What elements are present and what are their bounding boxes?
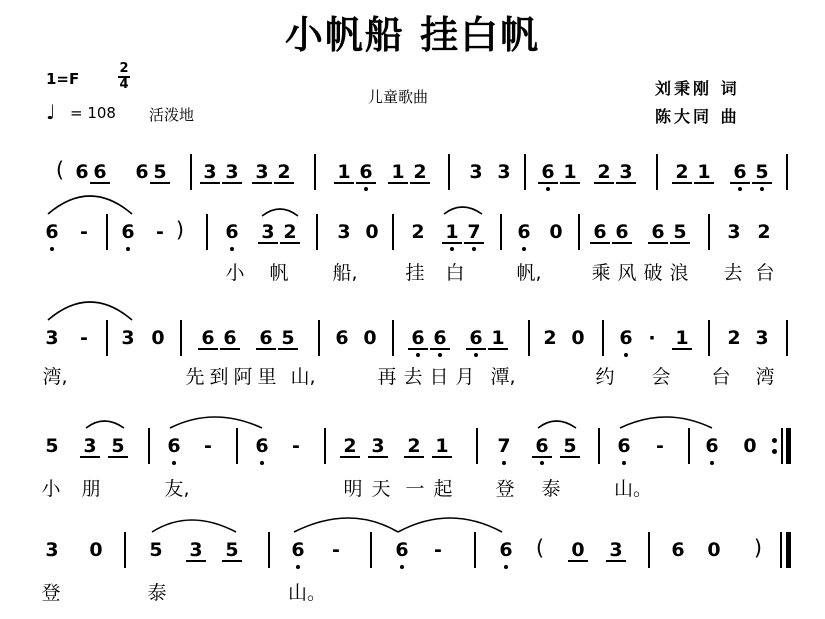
dash: - xyxy=(80,327,88,349)
note: 6 xyxy=(614,436,634,456)
note: 6 xyxy=(288,540,308,560)
note: 5 xyxy=(45,435,59,457)
lyric: 风 xyxy=(617,262,637,284)
close-paren: ) xyxy=(175,218,185,242)
note: 6 xyxy=(42,222,62,242)
lyric: 到 xyxy=(209,366,229,388)
lyric: 去 xyxy=(723,262,743,284)
dash: - xyxy=(204,435,212,457)
note: 3 xyxy=(200,162,220,184)
note: 2 xyxy=(757,221,771,243)
lyric: 里 xyxy=(257,366,277,388)
genre-label: 儿童歌曲 xyxy=(368,88,429,106)
tie-arc xyxy=(294,518,398,532)
lyric: 泰 xyxy=(541,478,561,500)
note: 6 xyxy=(671,539,685,561)
note: 6 xyxy=(466,328,486,350)
lyric: 潭, xyxy=(490,366,516,388)
lyric: 起 xyxy=(433,478,453,500)
note: 1 xyxy=(388,162,408,184)
augmentation-dot: · xyxy=(648,327,656,349)
note: 3 xyxy=(755,327,769,349)
slur-arc xyxy=(444,207,482,214)
note: 6 xyxy=(590,222,610,244)
note: 5 xyxy=(278,328,298,350)
open-paren: ( xyxy=(55,158,65,182)
page-title: 小帆船 挂白帆 xyxy=(284,13,541,57)
note: 6 xyxy=(256,328,276,350)
note: 2 xyxy=(280,222,300,244)
lyric: 台 xyxy=(711,366,731,388)
note: 3 xyxy=(186,540,206,562)
note: 2 xyxy=(727,327,741,349)
lyric: 台 xyxy=(755,262,775,284)
lyricist-credit: 刘秉刚 词 xyxy=(655,79,740,98)
lyric: 登 xyxy=(41,582,61,604)
lyric: 乘 xyxy=(591,262,611,284)
note: 3 xyxy=(606,540,626,562)
note: 0 xyxy=(365,221,379,243)
note: 6 xyxy=(648,222,668,244)
note: 2 xyxy=(410,162,430,184)
dash: - xyxy=(656,435,664,457)
note: 2 xyxy=(672,162,692,184)
note: 3 xyxy=(469,161,483,183)
note: 1 xyxy=(432,436,452,458)
note: 6 xyxy=(430,328,450,350)
lyric: 白 xyxy=(445,262,465,284)
lyric: 浪 xyxy=(669,262,689,284)
lyric: 小 xyxy=(41,478,61,500)
note: 6 xyxy=(538,162,558,184)
note: 0 xyxy=(89,539,103,561)
note: 6 xyxy=(532,436,552,458)
note: 2 xyxy=(411,221,425,243)
note: 7 xyxy=(494,436,514,456)
note: 5 xyxy=(560,436,580,458)
note: 7 xyxy=(464,222,484,244)
slur-arc xyxy=(538,421,576,428)
dash: - xyxy=(332,539,340,561)
note: 6 xyxy=(408,328,428,350)
lyric: 阿 xyxy=(233,366,253,388)
note: 3 xyxy=(497,161,511,183)
note: 1 xyxy=(560,162,580,184)
note: 2 xyxy=(543,327,557,349)
note: 1 xyxy=(488,328,508,350)
note: 6 xyxy=(198,328,218,350)
lyric: 挂 xyxy=(405,262,425,284)
note: 1 xyxy=(672,328,692,350)
note: 3 xyxy=(252,162,272,184)
lyric: 约 xyxy=(595,366,615,388)
note: 3 xyxy=(368,436,388,458)
lyric: 小 xyxy=(225,262,245,284)
lyric: 破 xyxy=(643,262,663,284)
dash: - xyxy=(434,539,442,561)
tempo-value: = 108 xyxy=(70,104,116,122)
note: 1 xyxy=(442,222,462,244)
lyric: 朋 xyxy=(81,478,101,500)
dash: - xyxy=(156,221,164,243)
note: 6 xyxy=(222,222,242,242)
note: 6 xyxy=(335,327,349,349)
note: 3 xyxy=(727,221,741,243)
note: 0 xyxy=(151,327,165,349)
note: 6 xyxy=(220,328,240,350)
note: 5 xyxy=(222,540,242,562)
note: 6 xyxy=(612,222,632,244)
lyric: 帆 xyxy=(269,262,289,284)
dash: - xyxy=(292,435,300,457)
lyric: 一 xyxy=(405,478,425,500)
note: 3 xyxy=(45,327,59,349)
tie-arc xyxy=(620,417,712,428)
slur-arc xyxy=(86,421,124,428)
note: 5 xyxy=(752,162,772,184)
note: 6 xyxy=(356,162,376,184)
lyric: 月 xyxy=(455,366,475,388)
slur-arc xyxy=(262,209,298,216)
note: 2 xyxy=(404,436,424,458)
lyric: 去 xyxy=(403,366,423,388)
tie-arc xyxy=(170,417,262,428)
note: 5 xyxy=(149,539,163,561)
note: 0 xyxy=(571,327,585,349)
note: 1 xyxy=(334,162,354,184)
lyric: 山, xyxy=(290,366,316,388)
note: 2 xyxy=(274,162,294,184)
note: 5 xyxy=(108,436,128,458)
lyric: 帆, xyxy=(516,262,542,284)
note: 0 xyxy=(363,327,377,349)
lyric: 湾, xyxy=(42,366,68,388)
quarter-note-icon: ♩ xyxy=(46,100,56,124)
composer-credit: 陈大同 曲 xyxy=(655,107,740,126)
key-signature: 1=F xyxy=(46,70,80,88)
note: 3 xyxy=(258,222,278,244)
tempo-expression: 活泼地 xyxy=(149,106,195,124)
lyric: 明 xyxy=(343,478,363,500)
tie-arc xyxy=(398,518,502,532)
note: 0 xyxy=(707,539,721,561)
lyric: 友, xyxy=(164,478,190,500)
note: 0 xyxy=(743,435,757,457)
note: 3 xyxy=(121,327,135,349)
note: 0 xyxy=(549,221,563,243)
lyric: 船, xyxy=(332,262,358,284)
note: 3 xyxy=(80,436,100,458)
note: 2 xyxy=(594,162,614,184)
note: 3 xyxy=(616,162,636,184)
lyric: 山。 xyxy=(614,478,653,500)
lyric: 会 xyxy=(651,366,671,388)
note: 0 xyxy=(568,540,588,562)
note: 1 xyxy=(694,162,714,184)
lyric: 湾 xyxy=(755,366,775,388)
tie-arc xyxy=(48,196,132,214)
note: 6 xyxy=(616,328,636,348)
note: 6 xyxy=(392,540,412,560)
close-paren: ) xyxy=(753,536,763,560)
lyric: 泰 xyxy=(147,582,167,604)
note: 5 xyxy=(150,162,170,184)
note: 6 xyxy=(702,436,722,456)
note: 3 xyxy=(337,221,351,243)
open-paren: ( xyxy=(535,536,545,560)
lyric: 先 xyxy=(185,366,205,388)
lyric: 天 xyxy=(371,478,391,500)
time-signature-numerator: 2 xyxy=(119,61,129,76)
note: 3 xyxy=(222,162,242,184)
note: 5 xyxy=(670,222,690,244)
lyric: 山。 xyxy=(288,582,327,604)
note: 2 xyxy=(340,436,360,458)
dash: - xyxy=(80,221,88,243)
slur-arc xyxy=(152,520,236,532)
lyric: 再 xyxy=(377,366,397,388)
note: 6 xyxy=(730,162,750,184)
note: 6 xyxy=(118,222,138,242)
note: 6 xyxy=(90,162,110,184)
note: 3 xyxy=(45,539,59,561)
time-signature-denominator: 4 xyxy=(119,77,129,92)
note: 6 xyxy=(135,161,149,183)
note: 6 xyxy=(252,436,272,456)
lyric: 登 xyxy=(495,478,515,500)
note: 6 xyxy=(75,161,89,183)
note: 6 xyxy=(496,540,516,560)
tie-arc xyxy=(48,302,132,320)
note: 6 xyxy=(164,436,184,456)
note: 6 xyxy=(514,222,534,242)
lyric: 日 xyxy=(429,366,449,388)
